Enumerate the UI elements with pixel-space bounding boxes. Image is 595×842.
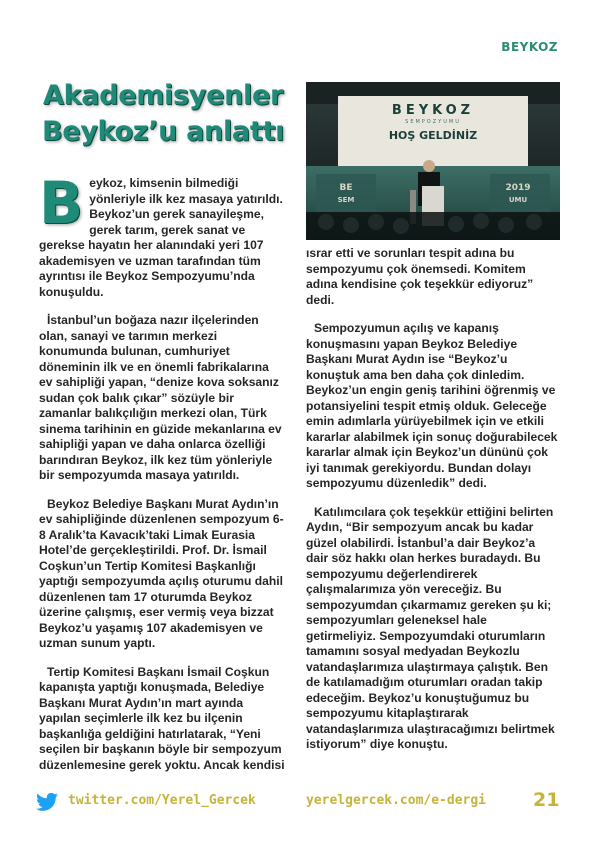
event-photo-illustration bbox=[306, 82, 560, 240]
article-column-right bbox=[306, 246, 560, 766]
banner-sub-text: SEMPOZYUMU bbox=[405, 119, 461, 125]
event-photo bbox=[306, 82, 560, 240]
paragraph-1 bbox=[39, 169, 285, 300]
paragraph-7: Katılımcılara çok teşekkür ettiğini belirten Aydın, “Bir sempozyum ancak bu kadar güzel olabilirdi. İstanbul’a dair Beykoz’a dair söz hakkı olan herkes buradaydı. Bu sempozyumu değerlendirerek çalışmalarımıza yön vereceğiz. Bu sempozyumdan çıkarmamız gereken şu ki; sempozyumları geleneksel hale getirmeliyiz. Sempozyumdaki oturumların tamamını sosyal medyadan Beykozlu vatandaşlarımıza ulaştırmaya çalıştık. Ben de katılamadığım oturumları oradan takip edeceğim. Beykoz’u konuştuğumuz bu sempozyumu kitaplaştırarak vatandaşlarımıza ulaştıracağımızı belirtmek istiyorum” diye konuştu. bbox=[306, 504, 555, 751]
article-column-left bbox=[39, 169, 285, 786]
title-line-2: Beykoz’u anlattı bbox=[41, 116, 285, 147]
edergi-link[interactable]: yerelgercek.com/e-dergi bbox=[306, 793, 487, 808]
page-footer bbox=[0, 786, 595, 816]
screen-left-text-2: SEM bbox=[337, 196, 355, 204]
paragraph-2: İstanbul’un boğaza nazır ilçelerinden olan, sanayi ve tarımın merkezi konumunda bulunan, cumhuriyet döneminin ilk ve en önemli fabrikalarına ev sahipliği yapan, “denize kova soksanız sudan çok balık çıkar” sözüyle bir zamanlar balıkçılığın merkezi olan, Türk sinema tarihinin en güzide mekanlarına ev sahipliği yapan ve daha onlarca özelliği barındıran Beykoz, ilk kez tüm yönleriyle bir sempozyumda masaya yatırıldı. bbox=[39, 313, 282, 482]
section-label: BEYKOZ bbox=[501, 40, 558, 54]
twitter-icon[interactable] bbox=[36, 792, 58, 812]
paragraph-3: Beykoz Belediye Başkanı Murat Aydın’ın ev sahipliğinde düzenlenen sempozyum 6-8 Aralık’ta Kavacık’taki Limak Eurasia Hotel’de gerçekleştirildi. Prof. Dr. İsmail Coşkun’un Tertip Komitesi Başkanlığı yaptığı sempozyumda açılış oturumu dahil düzenlenen tam 17 oturumda Beykoz üzerine çalışmış, eser vermiş veya bizzat Beykoz’u yaşamış 107 akademisyen ve uzman sunum yaptı. bbox=[39, 496, 284, 650]
article-title bbox=[38, 78, 288, 150]
banner-welcome-text: HOŞ GELDİNİZ bbox=[388, 129, 478, 142]
drop-cap: B bbox=[39, 169, 84, 237]
twitter-link[interactable]: twitter.com/Yerel_Gercek bbox=[68, 793, 256, 808]
screen-right-text-2: UMU bbox=[508, 196, 528, 204]
banner-top-text: BEYKOZ bbox=[391, 103, 475, 118]
paragraph-4: Tertip Komitesi Başkanı İsmail Coşkun kapanışta yaptığı konuşmada, Belediye Başkanı Murat Aydın’ın mart ayında yapılan seçimlerle ilk kez bu ilçenin başkanlığa geldiğini hatırlatarak, “Yeni seçilen bir başkanın böyle bir sempozyum düzenlemesine gerek yoktu. Ancak kendisi bbox=[39, 664, 285, 772]
paragraph-5: ısrar etti ve sorunları tespit adına bu sempozyumu çok önemsedi. Komitem adına kendisine çok teşekkür ediyoruz” dedi. bbox=[306, 246, 534, 307]
page-number: 21 bbox=[533, 789, 560, 811]
screen-left-text: BE bbox=[339, 183, 353, 193]
title-line-1: Akademisyenler bbox=[43, 80, 283, 111]
paragraph-1-text: eykoz, kimsenin bilmediği yönleriyle ilk kez masaya yatırıldı. Beykoz’un gerek sanayileşme, gerek tarım, gerek sanat ve gerekse hayatın her alanındaki yeri 107 akademisyen ve uzman tarafından tüm ayrıntısı ile Beykoz Sempozyumu’nda konuşuldu. bbox=[39, 176, 283, 299]
screen-right-text: 2019 bbox=[505, 183, 531, 193]
paragraph-6: Sempozyumun açılış ve kapanış konuşmasını yapan Beykoz Belediye Başkanı Murat Aydın ise “Beykoz’u konuştuk ama ben daha çok dinledim. Beykoz’un engin geniş tarihini öğrenmiş ve potansiyelini tespit etmiş olduk. Geleceğe emin adımlarla yürüyebilmek için ve etkili kararlar alabilmek için sonuç doğurabilecek kararlar almak için Beykoz’un dününü çok iyi tanımak gerekiyordu. Bundan dolayı sempozyumu düzenledik” dedi. bbox=[306, 321, 558, 490]
